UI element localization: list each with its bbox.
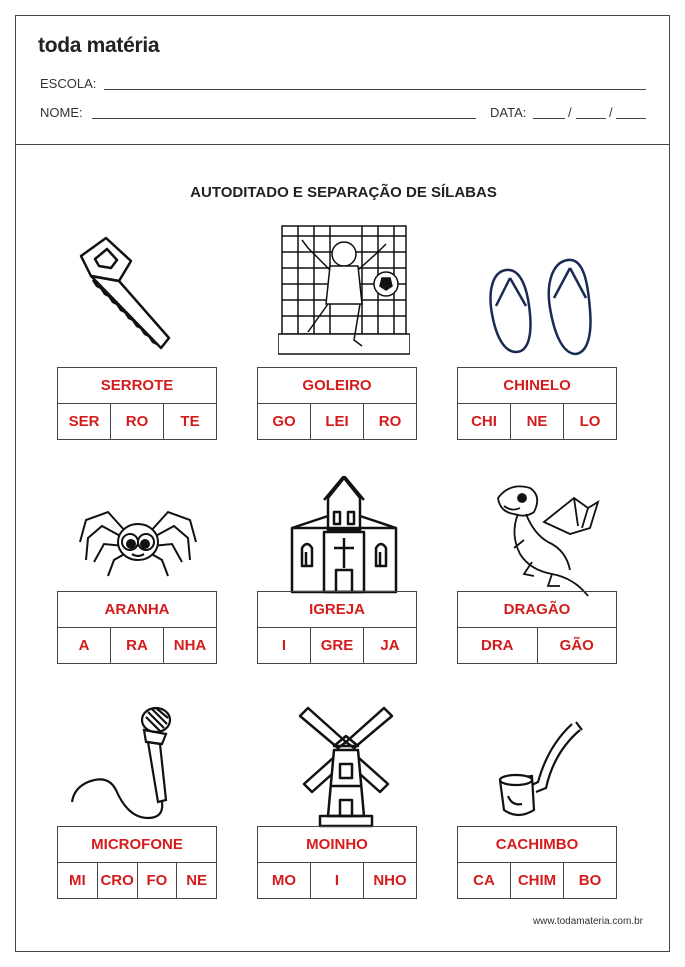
flip-flops-icon [486, 252, 596, 362]
word-card-aranha [57, 591, 217, 664]
footer-url: www.todamateria.com.br [532, 916, 643, 927]
worksheet-header [16, 16, 669, 145]
syllable-box: MI [69, 872, 86, 889]
syllable-box: FO [137, 863, 177, 898]
syllable-box: GRE [310, 628, 363, 663]
word-card-dragao [457, 591, 617, 664]
syllable-box: NE [510, 404, 563, 439]
school-line [104, 89, 646, 90]
word-card-moinho [257, 826, 417, 899]
windmill-icon [298, 706, 394, 830]
name-line [92, 118, 476, 119]
word-card-igreja [257, 591, 417, 664]
word-label: MICROFONE [58, 827, 216, 863]
church-icon [284, 476, 404, 596]
syllable-box: GÃO [537, 628, 617, 663]
pipe-icon [492, 712, 602, 822]
syllable-box: CHIM [510, 863, 563, 898]
syllable-box: I [281, 637, 287, 654]
date-month-line [576, 118, 606, 119]
word-card-serrote [57, 367, 217, 440]
page-title: AUTODITADO E SEPARAÇÃO DE SÍLABAS [190, 184, 497, 201]
name-label: NOME: [40, 105, 83, 120]
syllable-box: LEI [310, 404, 363, 439]
syllable-box: BO [563, 863, 616, 898]
syllable-box: LO [563, 404, 616, 439]
syllable-box: JA [363, 628, 416, 663]
syllable-box: RA [110, 628, 163, 663]
worksheet [15, 15, 670, 952]
microphone-icon [68, 704, 188, 824]
word-label: CHINELO [458, 368, 616, 404]
syllable-box: CHI [471, 413, 497, 430]
syllable-box: DRA [481, 637, 514, 654]
syllable-box: TE [163, 404, 216, 439]
syllable-box: RO [110, 404, 163, 439]
dragon-icon [490, 478, 602, 602]
saw-icon [61, 226, 181, 356]
word-label: DRAGÃO [458, 592, 616, 628]
word-card-microfone [57, 826, 217, 899]
syllable-box: NHA [163, 628, 216, 663]
date-year-line [616, 118, 646, 119]
word-label: SERROTE [58, 368, 216, 404]
goalkeeper-icon [278, 222, 410, 356]
syllable-box: RO [363, 404, 416, 439]
syllable-box: NE [176, 863, 216, 898]
syllable-box: SER [68, 413, 100, 430]
syllable-box: CA [473, 872, 495, 889]
spider-icon [78, 498, 198, 580]
school-label: ESCOLA: [40, 76, 97, 91]
word-card-cachimbo [457, 826, 617, 899]
logo: toda matéria [38, 34, 160, 57]
word-label: IGREJA [258, 592, 416, 628]
syllable-box: I [310, 863, 363, 898]
word-card-goleiro [257, 367, 417, 440]
word-label: MOINHO [258, 827, 416, 863]
syllable-box: NHO [363, 863, 416, 898]
word-card-chinelo [457, 367, 617, 440]
syllable-box: A [78, 637, 90, 654]
date-separator: / [609, 105, 613, 120]
syllable-box: MO [271, 872, 297, 889]
date-label: DATA: [490, 105, 527, 120]
date-separator: / [568, 105, 572, 120]
syllable-box: GO [272, 413, 296, 430]
word-label: ARANHA [58, 592, 216, 628]
word-label: CACHIMBO [458, 827, 616, 863]
word-label: GOLEIRO [258, 368, 416, 404]
syllable-box: CRO [97, 863, 137, 898]
date-day-line [533, 118, 565, 119]
